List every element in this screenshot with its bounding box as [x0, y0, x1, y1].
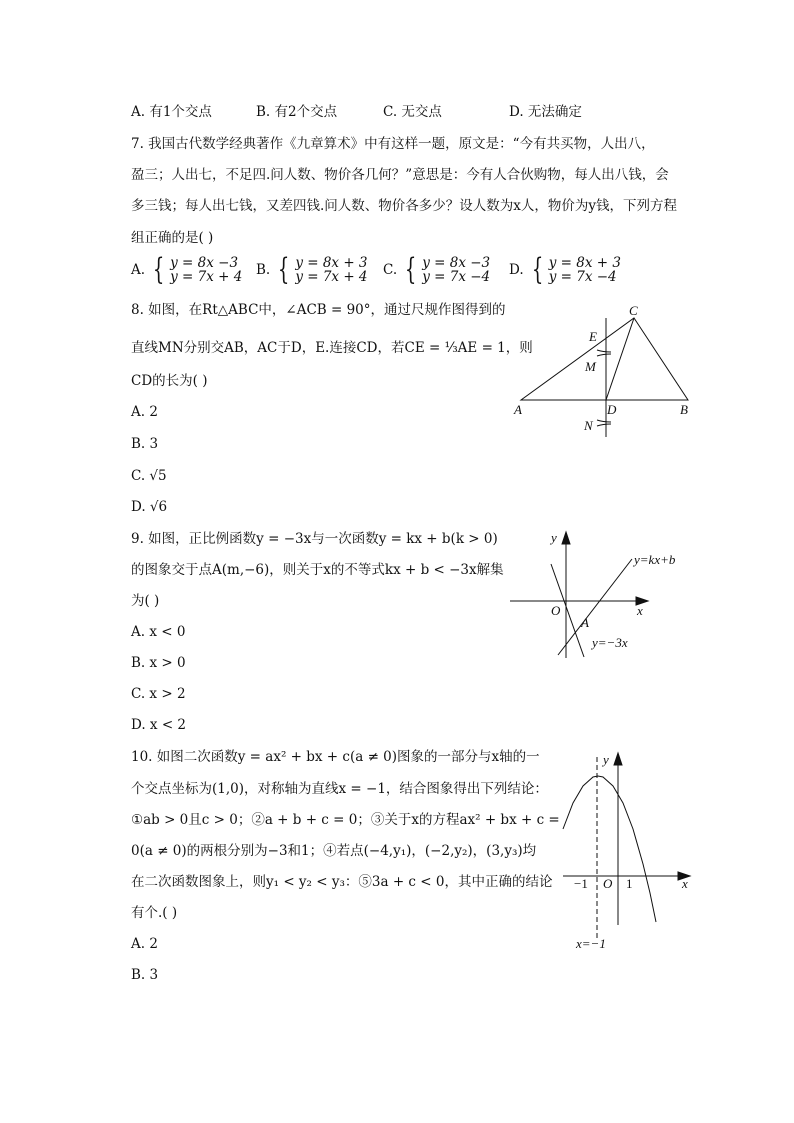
q8-triangle-figure: [521, 318, 688, 437]
option-label: D.: [509, 262, 524, 278]
q8-option-d: D. √6: [131, 499, 168, 515]
q7-text-line: 组正确的是( ): [131, 230, 214, 246]
y-axis-arrow-icon: [562, 532, 570, 544]
q8-text-line: 8. 如图，在Rt△ABC中，∠ACB = 90°，通过尺规作图得到的: [131, 302, 506, 318]
q10-text-line: 在二次函数图象上，则y₁ < y₂ < y₃：⑤3a + c < 0，其中正确的结论: [131, 874, 553, 890]
segment-cd: [606, 318, 634, 400]
brace-icon: {: [531, 252, 543, 287]
parabola-curve: [563, 776, 656, 922]
origin-label: O: [603, 876, 613, 891]
label-e: E: [589, 329, 597, 344]
symmetry-axis-label: x=−1: [576, 936, 606, 951]
q10-text-line: 0(a ≠ 0)的两根分别为−3和1；④若点(−4,y₁)，(−2,y₂)，(3,y₃)均: [131, 843, 537, 859]
equation: y = 8x + 3: [295, 255, 368, 271]
q9-text-line: 9. 如图，正比例函数y = −3x与一次函数y = kx + b(k > 0): [131, 531, 498, 547]
brace-icon: {: [152, 252, 165, 287]
q6-option-a: A. 有1个交点: [131, 104, 212, 120]
q8-text-line: CD的长为( ): [131, 373, 208, 389]
q7-text-line: 盈三；人出七，不足四.问人数、物价各几何？”意思是：今有人合伙购物，每人出八钱，会: [131, 167, 669, 183]
y-axis-label: y: [551, 530, 557, 545]
x-axis-label: x: [637, 603, 643, 618]
brace-icon: {: [404, 252, 417, 287]
q8-option-b: B. 3: [131, 436, 159, 452]
label-b: B: [680, 402, 688, 417]
q8-option-a: A. 2: [131, 404, 158, 420]
q10-text-line: ①ab > 0且c > 0；②a + b + c = 0；③关于x的方程ax² + bx + c =: [131, 812, 560, 828]
equation: y = 7x −4: [548, 269, 617, 285]
label-c: C: [629, 303, 638, 318]
q9-option-b: B. x > 0: [131, 655, 186, 671]
point-a-label: A: [581, 615, 589, 630]
tick-1-label: 1: [626, 876, 633, 891]
equation: y = 7x −4: [422, 269, 491, 285]
tick-neg1-label: −1: [574, 876, 588, 891]
q10-parabola-figure: [563, 753, 690, 938]
equation: y = 8x −3: [170, 255, 239, 271]
label-n: N: [584, 418, 593, 433]
q9-option-d: D. x < 2: [131, 717, 187, 733]
label-m: M: [585, 359, 596, 374]
arc-mark-n: [597, 420, 611, 426]
equation: y = 8x + 3: [548, 255, 621, 271]
q10-text-line: 有个.( ): [131, 905, 178, 921]
q9-text-line: 的图象交于点A(m,−6)，则关于x的不等式kx + b < −3x解集: [131, 562, 504, 578]
line-kx-b-label: y=kx+b: [634, 552, 676, 567]
q9-text-line: 为( ): [131, 593, 160, 609]
option-label: B.: [256, 262, 271, 278]
line-neg3x-label: y=−3x: [592, 635, 628, 650]
q9-option-c: C. x > 2: [131, 686, 186, 702]
option-label: C.: [383, 262, 398, 278]
q10-text-line: 个交点坐标为(1,0)，对称轴为直线x = −1，结合图象得出下列结论：: [131, 781, 548, 797]
origin-label: O: [551, 603, 561, 618]
x-axis-label: x: [682, 876, 688, 891]
q6-option-d: D. 无法确定: [509, 104, 582, 120]
equation: y = 7x + 4: [170, 269, 243, 285]
y-axis-arrow-icon: [614, 753, 622, 765]
q10-option-b: B. 3: [131, 967, 159, 983]
label-a: A: [514, 402, 522, 417]
brace-icon: {: [278, 252, 290, 287]
option-label: A.: [131, 262, 146, 278]
q8-text-line: 直线MN分别交AB，AC于D，E.连接CD，若CE = ⅓AE = 1，则: [131, 340, 533, 356]
q8-option-c: C. √5: [131, 468, 167, 484]
triangle-abc: [521, 318, 688, 400]
label-d: D: [607, 402, 617, 417]
q10-text-line: 10. 如图二次函数y = ax² + bx + c(a ≠ 0)图象的一部分与x轴的一: [131, 749, 540, 765]
q7-text-line: 7. 我国古代数学经典著作《九章算术》中有这样一题，原文是：“今有共买物，人出八，: [131, 136, 655, 152]
q6-option-b: B. 有2个交点: [256, 104, 338, 120]
q6-option-c: C. 无交点: [383, 104, 442, 120]
q10-option-a: A. 2: [131, 936, 158, 952]
y-axis-label: y: [603, 752, 609, 767]
arc-mark-m: [597, 350, 611, 356]
q9-option-a: A. x < 0: [131, 624, 186, 640]
q7-text-line: 多三钱；每人出七钱，又差四钱.问人数、物价各多少？设人数为x人，物价为y钱，下列方程: [131, 198, 678, 214]
equation: y = 7x + 4: [295, 269, 368, 285]
equation: y = 8x −3: [422, 255, 491, 271]
